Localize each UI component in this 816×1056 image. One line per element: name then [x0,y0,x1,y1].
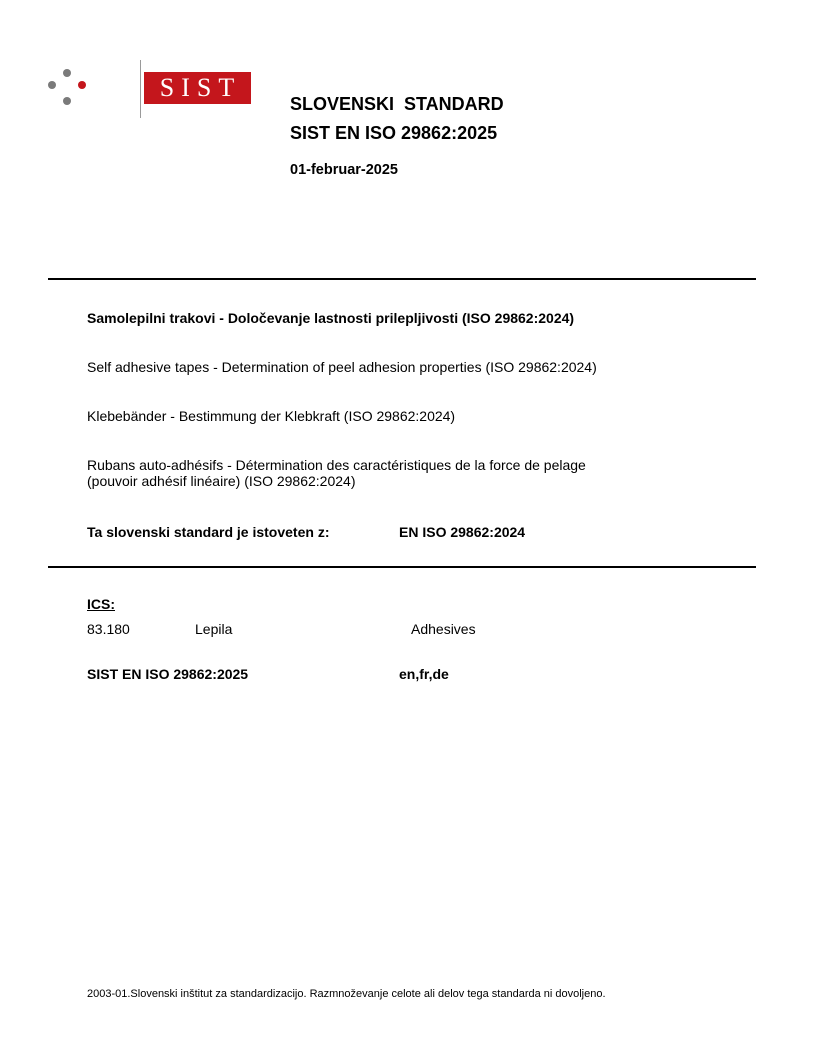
copyright-footer: 2003-01.Slovenski inštitut za standardizacijo. Razmnoževanje celote ali delov tega standarda ni dovoljeno. [87,988,606,1000]
ics-heading: ICS: [87,596,115,612]
summary-code: SIST EN ISO 29862:2025 [87,666,249,682]
bottom-divider [48,566,756,568]
ics-english: Adhesives [411,621,476,637]
title-french-line2: (pouvoir adhésif linéaire) (ISO 29862:2024) [87,473,356,489]
ics-slovenian: Lepila [195,621,233,637]
ics-code: 83.180 [87,621,130,637]
logo-dot-left [48,81,56,89]
logo-dot-bottom [63,97,71,105]
standard-number: SIST EN ISO 29862:2025 [290,123,498,143]
title-slovenian: Samolepilni trakovi - Določevanje lastnosti prilepljivosti (ISO 29862:2024) [87,310,575,326]
title-french-line1: Rubans auto-adhésifs - Détermination des caractéristiques de la force de pelage [87,457,586,473]
logo-dot-right [78,81,86,89]
publication-date: 01-februar-2025 [290,162,398,178]
title-english: Self adhesive tapes - Determination of peel adhesion properties (ISO 29862:2024) [87,359,597,375]
logo-wordmark: SIST [144,72,251,104]
title-german: Klebebänder - Bestimmung der Klebkraft (ISO 29862:2024) [87,408,456,424]
top-divider [48,278,756,280]
logo-divider [140,60,141,118]
standard-type: SLOVENSKI STANDARD [290,94,504,114]
sist-logo [46,60,242,120]
logo-dot-top [63,69,71,77]
identity-label: Ta slovenski standard je istoveten z: [87,524,330,540]
identity-value: EN ISO 29862:2024 [399,524,526,540]
summary-languages: en,fr,de [399,666,449,682]
